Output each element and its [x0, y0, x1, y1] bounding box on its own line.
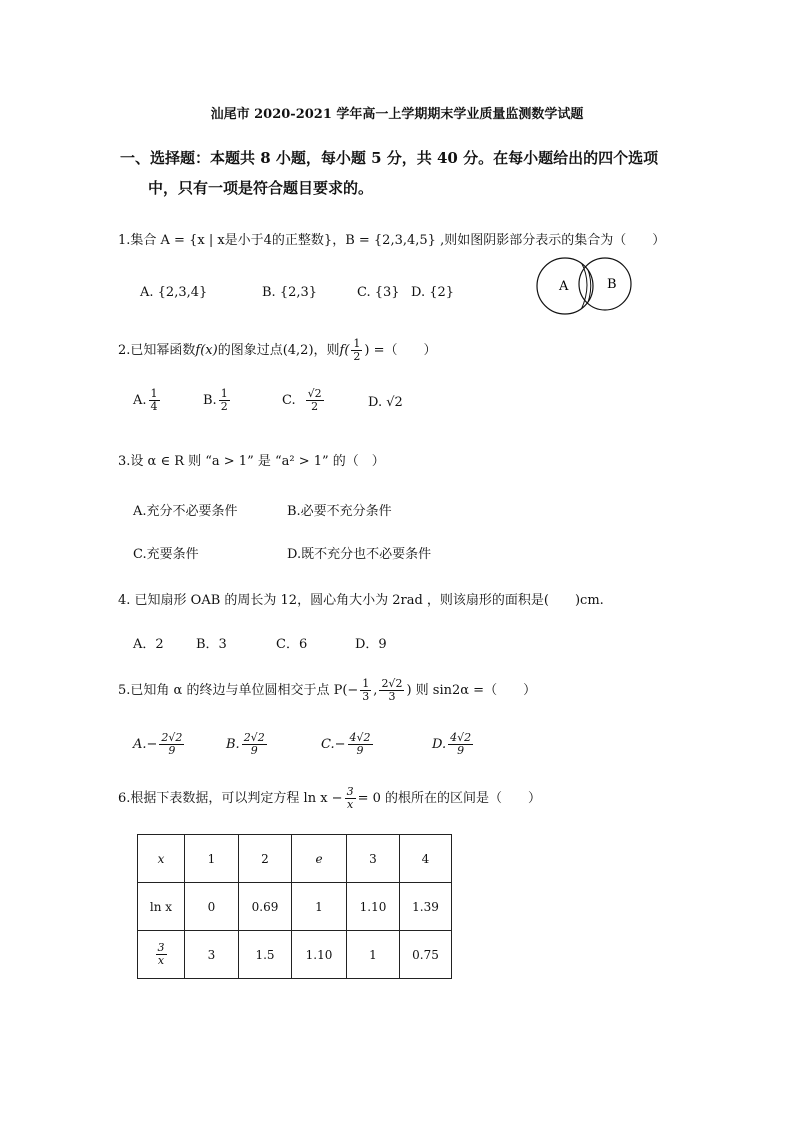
- table-cell: e: [292, 835, 347, 883]
- table-cell: ln x: [138, 883, 185, 931]
- table-cell: 2: [239, 835, 292, 883]
- section-heading-line1: 一、选择题：本题共 8 小题，每小题 5 分，共 40 分。在每小题给出的四个选项: [120, 149, 659, 167]
- question-2: [118, 338, 437, 363]
- q3-option-d: D.既不充分也不必要条件: [287, 547, 432, 562]
- q2-func-call: f(: [339, 343, 350, 359]
- table-row-lnx: [138, 883, 452, 931]
- table-cell: 0.75: [400, 931, 452, 979]
- section-heading-line2: 中，只有一项是符合题目要求的。: [148, 179, 374, 197]
- table-cell: 1.10: [292, 931, 347, 979]
- table-cell: 4: [400, 835, 452, 883]
- table-cell: 0: [185, 883, 239, 931]
- venn-diagram: [535, 254, 635, 318]
- table-cell: 1: [347, 931, 400, 979]
- question-1: 1.集合 A = {x | x是小于4的正整数}，B = {2,3,4,5} ,则如图阴影部分表示的集合为（ ）: [118, 233, 666, 248]
- data-table: [137, 834, 452, 979]
- q1-option-c: C. {3}: [357, 285, 400, 300]
- q1-option-b: B. {2,3}: [262, 285, 318, 300]
- q2-fraction: $\frac{1}{2}$: [353, 337, 361, 364]
- question-5: 5.已知角 α 的终边与单位圆相交于点 P(− $\frac{1}{3}$ , $\frac{2√2}{3}$ ) 则 sin2α =（ ）: [118, 677, 537, 704]
- table-cell: 1: [292, 883, 347, 931]
- venn-label-a: A: [559, 279, 569, 294]
- q4-option-d: D．9: [355, 637, 387, 652]
- q2-text-tail: ) =（ ）: [364, 343, 437, 359]
- table-cell: 0.69: [239, 883, 292, 931]
- q5-option-b: B. $\frac{2√2}{9}$: [226, 731, 265, 758]
- q2-option-a: A. $\frac{1}{4}$: [133, 387, 158, 414]
- q4-option-c: C．6: [276, 637, 308, 652]
- q4-option-b: B．3: [196, 637, 227, 652]
- q3-option-a: A.充分不必要条件: [133, 504, 238, 519]
- page-title: 汕尾市 2020-2021 学年高一上学期期末学业质量监测数学试题: [210, 107, 584, 122]
- q5-option-a: A.− $\frac{2√2}{9}$: [133, 731, 183, 758]
- q2-text-pre: 2.已知幂函数: [118, 343, 196, 359]
- table-row-3-over-x: [138, 931, 452, 979]
- question-3: 3.设 α ∈ R 则 “a > 1” 是 “a² > 1” 的（ ）: [118, 454, 385, 469]
- q5-option-d: D. $\frac{4√2}{9}$: [432, 731, 472, 758]
- q2-option-d: D. √2: [368, 395, 403, 410]
- table-cell: 1: [185, 835, 239, 883]
- table-cell: 3: [185, 931, 239, 979]
- q3-option-b: B.必要不充分条件: [287, 504, 392, 519]
- question-6: 6.根据下表数据，可以判定方程 ln x − $\frac{3}{x}$ = 0 的根所在的区间是（ ）: [118, 785, 541, 812]
- table-cell: 1.5: [239, 931, 292, 979]
- table-cell: 1.10: [347, 883, 400, 931]
- q3-option-c: C.充要条件: [133, 547, 199, 562]
- table-row-x: [138, 835, 452, 883]
- q5-option-c: C.− $\frac{4√2}{9}$: [321, 731, 371, 758]
- q4-option-a: A．2: [133, 637, 164, 652]
- q2-func: f(x): [195, 343, 218, 359]
- table-cell: $\frac{3}{x}$: [138, 931, 185, 979]
- q1-option-a: A. {2,3,4}: [140, 285, 208, 300]
- q2-option-c: C. $\frac{√2}{2}$: [282, 387, 322, 414]
- table-cell: x: [138, 835, 185, 883]
- table-cell: 1.39: [400, 883, 452, 931]
- venn-label-b: B: [607, 277, 617, 292]
- table-cell: 3: [347, 835, 400, 883]
- q2-option-b: B. $\frac{1}{2}$: [203, 387, 228, 414]
- question-4: 4. 已知扇形 OAB 的周长为 12，圆心角大小为 2rad ，则该扇形的面积是( )cm.: [118, 593, 604, 608]
- q1-option-d: D. {2}: [411, 285, 455, 300]
- q2-text-mid: 的图象过点(4,2)，则: [217, 343, 340, 359]
